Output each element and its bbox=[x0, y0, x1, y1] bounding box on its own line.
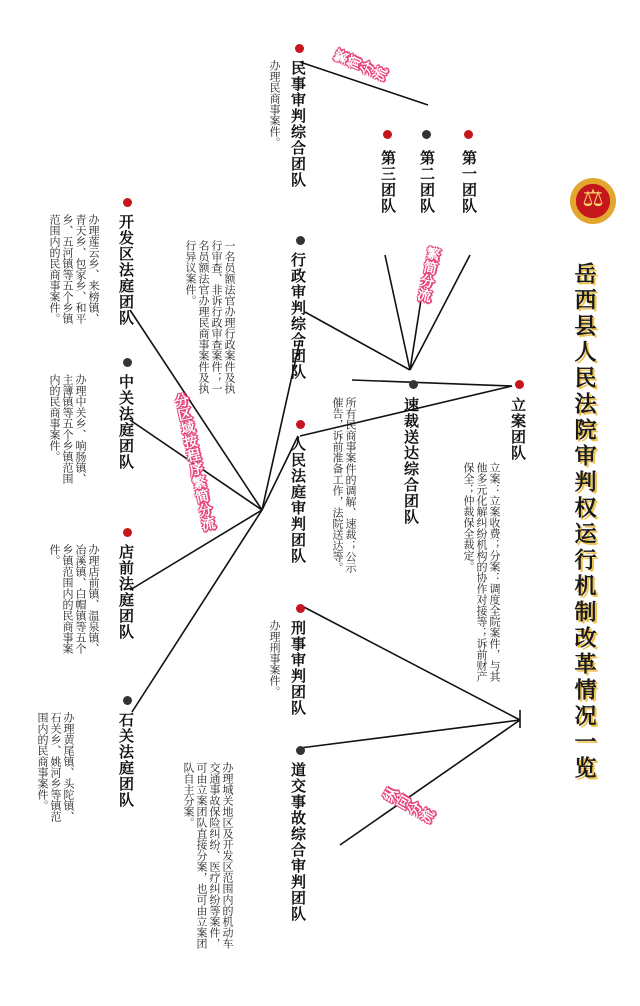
bullet-dot-icon bbox=[123, 696, 132, 705]
bullet-dot-icon bbox=[296, 236, 305, 245]
team-minshi-name: 民事审判综合团队 bbox=[289, 60, 307, 188]
bullet-dot-icon bbox=[123, 198, 132, 207]
team-2-name: 第二团队 bbox=[418, 150, 436, 214]
team-lian-name: 立案团队 bbox=[509, 397, 527, 461]
team-sucai-desc: 所有民商事案件的调解、速裁；公示催告，诉前准备工作，法院送达等。 bbox=[331, 397, 357, 573]
team-zhongguan-name: 中关法庭团队 bbox=[117, 374, 135, 470]
tag-zone: 分区域按程序繁简分流 bbox=[171, 391, 217, 533]
team-xingzheng-desc: 一名员额法官办理行政案件及执行审查、非诉行政审查案件；一名员额法官办理民商事案件及执行异议案件。 bbox=[184, 240, 236, 394]
tag-bottom: 纵向分流 bbox=[379, 785, 437, 827]
bullet-dot-icon bbox=[409, 380, 418, 389]
bullet-dot-icon bbox=[123, 358, 132, 367]
team-lian-desc: 立案：立案收费；分案：调度全院案件，与其他多元化解纠纷机构的协作对接等；诉前财产保全；仲裁保全裁定。 bbox=[462, 462, 501, 682]
court-emblem-icon: ⚖ bbox=[570, 178, 616, 224]
bullet-dot-icon bbox=[296, 420, 305, 429]
team-jiaotong-desc: 办理城关地区及开发区范围内的机动车交通事故保险纠纷、医疗纠纷等案件，可由立案团队直接分案，也可由立案团队自主分案。 bbox=[182, 762, 234, 949]
bullet-dot-icon bbox=[422, 130, 431, 139]
team-1-name: 第一团队 bbox=[460, 150, 478, 214]
team-zhongguan-desc: 办理中关乡、响肠镇、主簿镇等五个乡镇范围内的民商事案件。 bbox=[48, 374, 87, 484]
team-kaifa-name: 开发区法庭团队 bbox=[117, 214, 135, 326]
team-shiguan-desc: 办理黄尾镇、头陀镇、石关乡、姚河乡等镇范围内的民商事案件。 bbox=[36, 712, 75, 822]
team-shiguan-name: 石关法庭团队 bbox=[117, 712, 135, 808]
team-xingshi-name: 刑事审判团队 bbox=[289, 620, 307, 716]
team-minshi-desc: 办理民商事案件。 bbox=[268, 60, 281, 148]
bullet-dot-icon bbox=[295, 44, 304, 53]
team-3-name: 第三团队 bbox=[379, 150, 397, 214]
team-kaifa-desc: 办理莲云乡、来榜镇、青天乡、包家乡、和平乡、五河镇等五个乡镇范围内的民商事案件。 bbox=[48, 214, 100, 324]
page-title: 岳西县人民法院审判权运行机制改革情况一览 bbox=[571, 262, 596, 782]
team-renmin-name: 人民法庭审判团队 bbox=[289, 436, 307, 564]
bullet-dot-icon bbox=[296, 604, 305, 613]
bullet-dot-icon bbox=[123, 528, 132, 537]
team-xingzheng-name: 行政审判综合团队 bbox=[289, 252, 307, 380]
team-jiaotong-name: 道交事故综合审判团队 bbox=[289, 762, 307, 922]
team-xingshi-desc: 办理刑事案件。 bbox=[268, 620, 281, 697]
bullet-dot-icon bbox=[515, 380, 524, 389]
bullet-dot-icon bbox=[383, 130, 392, 139]
tag-middle: 繁简分流 bbox=[414, 244, 442, 304]
team-sucai-name: 速裁送达综合团队 bbox=[402, 397, 420, 525]
tag-top: 繁简分流 bbox=[331, 47, 389, 85]
bullet-dot-icon bbox=[296, 746, 305, 755]
bullet-dot-icon bbox=[464, 130, 473, 139]
team-dianqian-name: 店前法庭团队 bbox=[117, 544, 135, 640]
team-dianqian-desc: 办理店前镇、温泉镇、冶溪镇、白帽镇等五个乡镇范围内的民商事案件。 bbox=[48, 544, 100, 654]
